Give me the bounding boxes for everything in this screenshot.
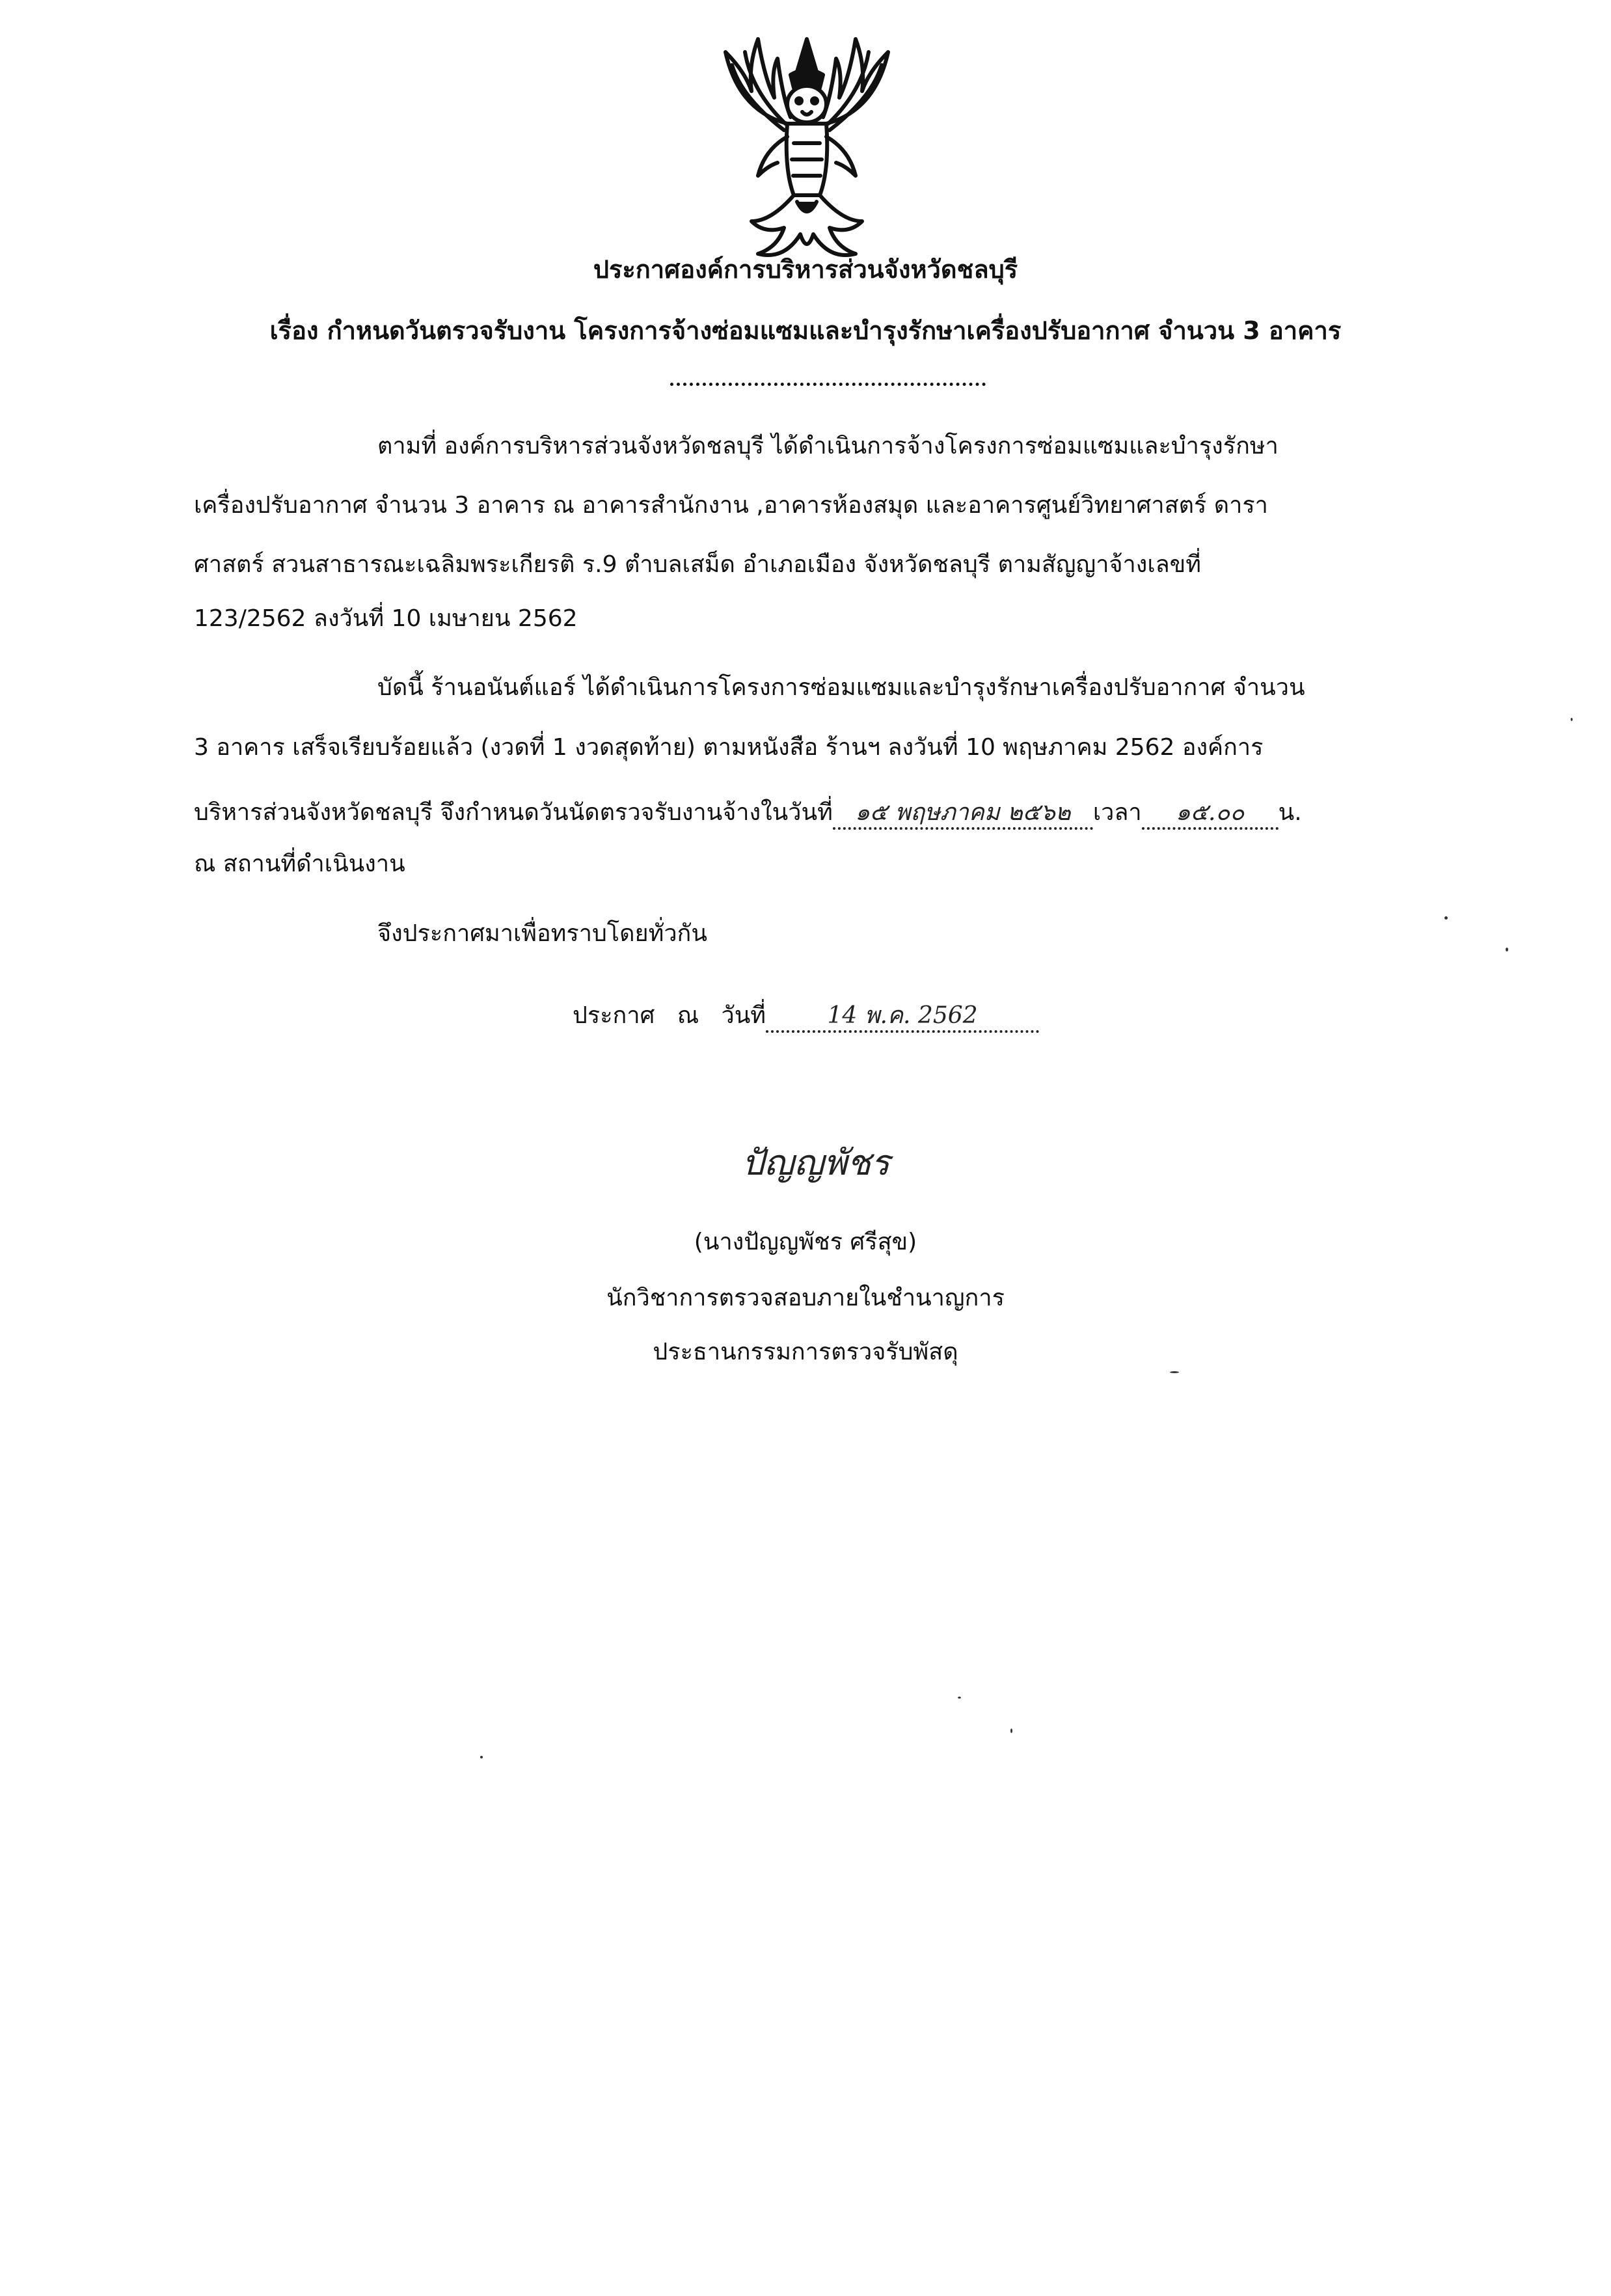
signatory-name: (นางปัญญพัชร ศรีสุข) — [694, 1229, 917, 1255]
scan-speck — [1571, 718, 1573, 721]
signatory-role: ประธานกรรมการตรวจรับพัสดุ — [653, 1339, 958, 1365]
document-title: ประกาศองค์การบริหารส่วนจังหวัดชลบุรี — [593, 255, 1018, 284]
para2-line4: ณ สถานที่ดำเนินงาน — [194, 851, 405, 877]
signatory-position: นักวิชาการตรวจสอบภายในชำนาญการ — [606, 1285, 1005, 1311]
para1-line3: ศาสตร์ สวนสาธารณะเฉลิมพระเกียรติ ร.9 ตำบลเสม็ด อำเภอเมือง จังหวัดชลบุรี ตามสัญญาจ้างเลขที่ — [194, 551, 1202, 578]
para1-line4: 123/2562 ลงวันที่ 10 เมษายน 2562 — [194, 605, 578, 632]
announce-prefix: ประกาศ — [573, 1002, 655, 1029]
announce-line — [573, 1002, 1039, 1033]
scan-speck — [1444, 916, 1448, 920]
time-unit: น. — [1278, 799, 1302, 826]
time-label: เวลา — [1092, 799, 1142, 826]
scan-speck — [1170, 1371, 1179, 1373]
scan-speck — [1010, 1729, 1012, 1733]
announce-date-label: วันที่ — [721, 1002, 766, 1029]
scan-speck — [1506, 948, 1508, 951]
para1-line2: เครื่องปรับอากาศ จำนวน 3 อาคาร ณ อาคารสำนักงาน ,อาคารห้องสมุด และอาคารศูนย์วิทยาศาสตร์ ดารา — [194, 492, 1268, 519]
handwritten-signature: ปัญญพัชร — [742, 1142, 890, 1183]
inspection-time-field: ๑๕.๐๐ — [1142, 799, 1279, 830]
para2-line3 — [194, 799, 1302, 830]
para2-line3-text: บริหารส่วนจังหวัดชลบุรี จึงกำหนดวันนัดตรวจรับงานจ้างในวันที่ — [194, 799, 833, 826]
scan-speck — [480, 1756, 483, 1758]
garuda-emblem-icon — [712, 26, 901, 267]
document-subject: เรื่อง กำหนดวันตรวจรับงาน โครงการจ้างซ่อมแซมและบำรุงรักษาเครื่องปรับอากาศ จำนวน 3 อาคาร — [269, 316, 1342, 345]
inspection-date-field: ๑๕ พฤษภาคม ๒๕๖๒ — [833, 799, 1093, 830]
announce-date-field: 14 พ.ค. 2562 — [766, 1002, 1039, 1033]
para2-line2: 3 อาคาร เสร็จเรียบร้อยแล้ว (งวดที่ 1 งวดสุดท้าย) ตามหนังสือ ร้านฯ ลงวันที่ 10 พฤษภาคม 2562 องค์การ — [194, 734, 1264, 761]
para1-line1: ตามที่ องค์การบริหารส่วนจังหวัดชลบุรี ได้ดำเนินการจ้างโครงการซ่อมแซมและบำรุงรักษา — [377, 433, 1279, 459]
separator-dots — [670, 383, 986, 386]
scan-speck — [958, 1697, 961, 1699]
closing-text: จึงประกาศมาเพื่อทราบโดยทั่วกัน — [377, 920, 707, 947]
announce-at: ณ — [677, 1002, 699, 1029]
para2-line1: บัดนี้ ร้านอนันต์แอร์ ได้ดำเนินการโครงการซ่อมแซมและบำรุงรักษาเครื่องปรับอากาศ จำนวน — [377, 674, 1305, 701]
